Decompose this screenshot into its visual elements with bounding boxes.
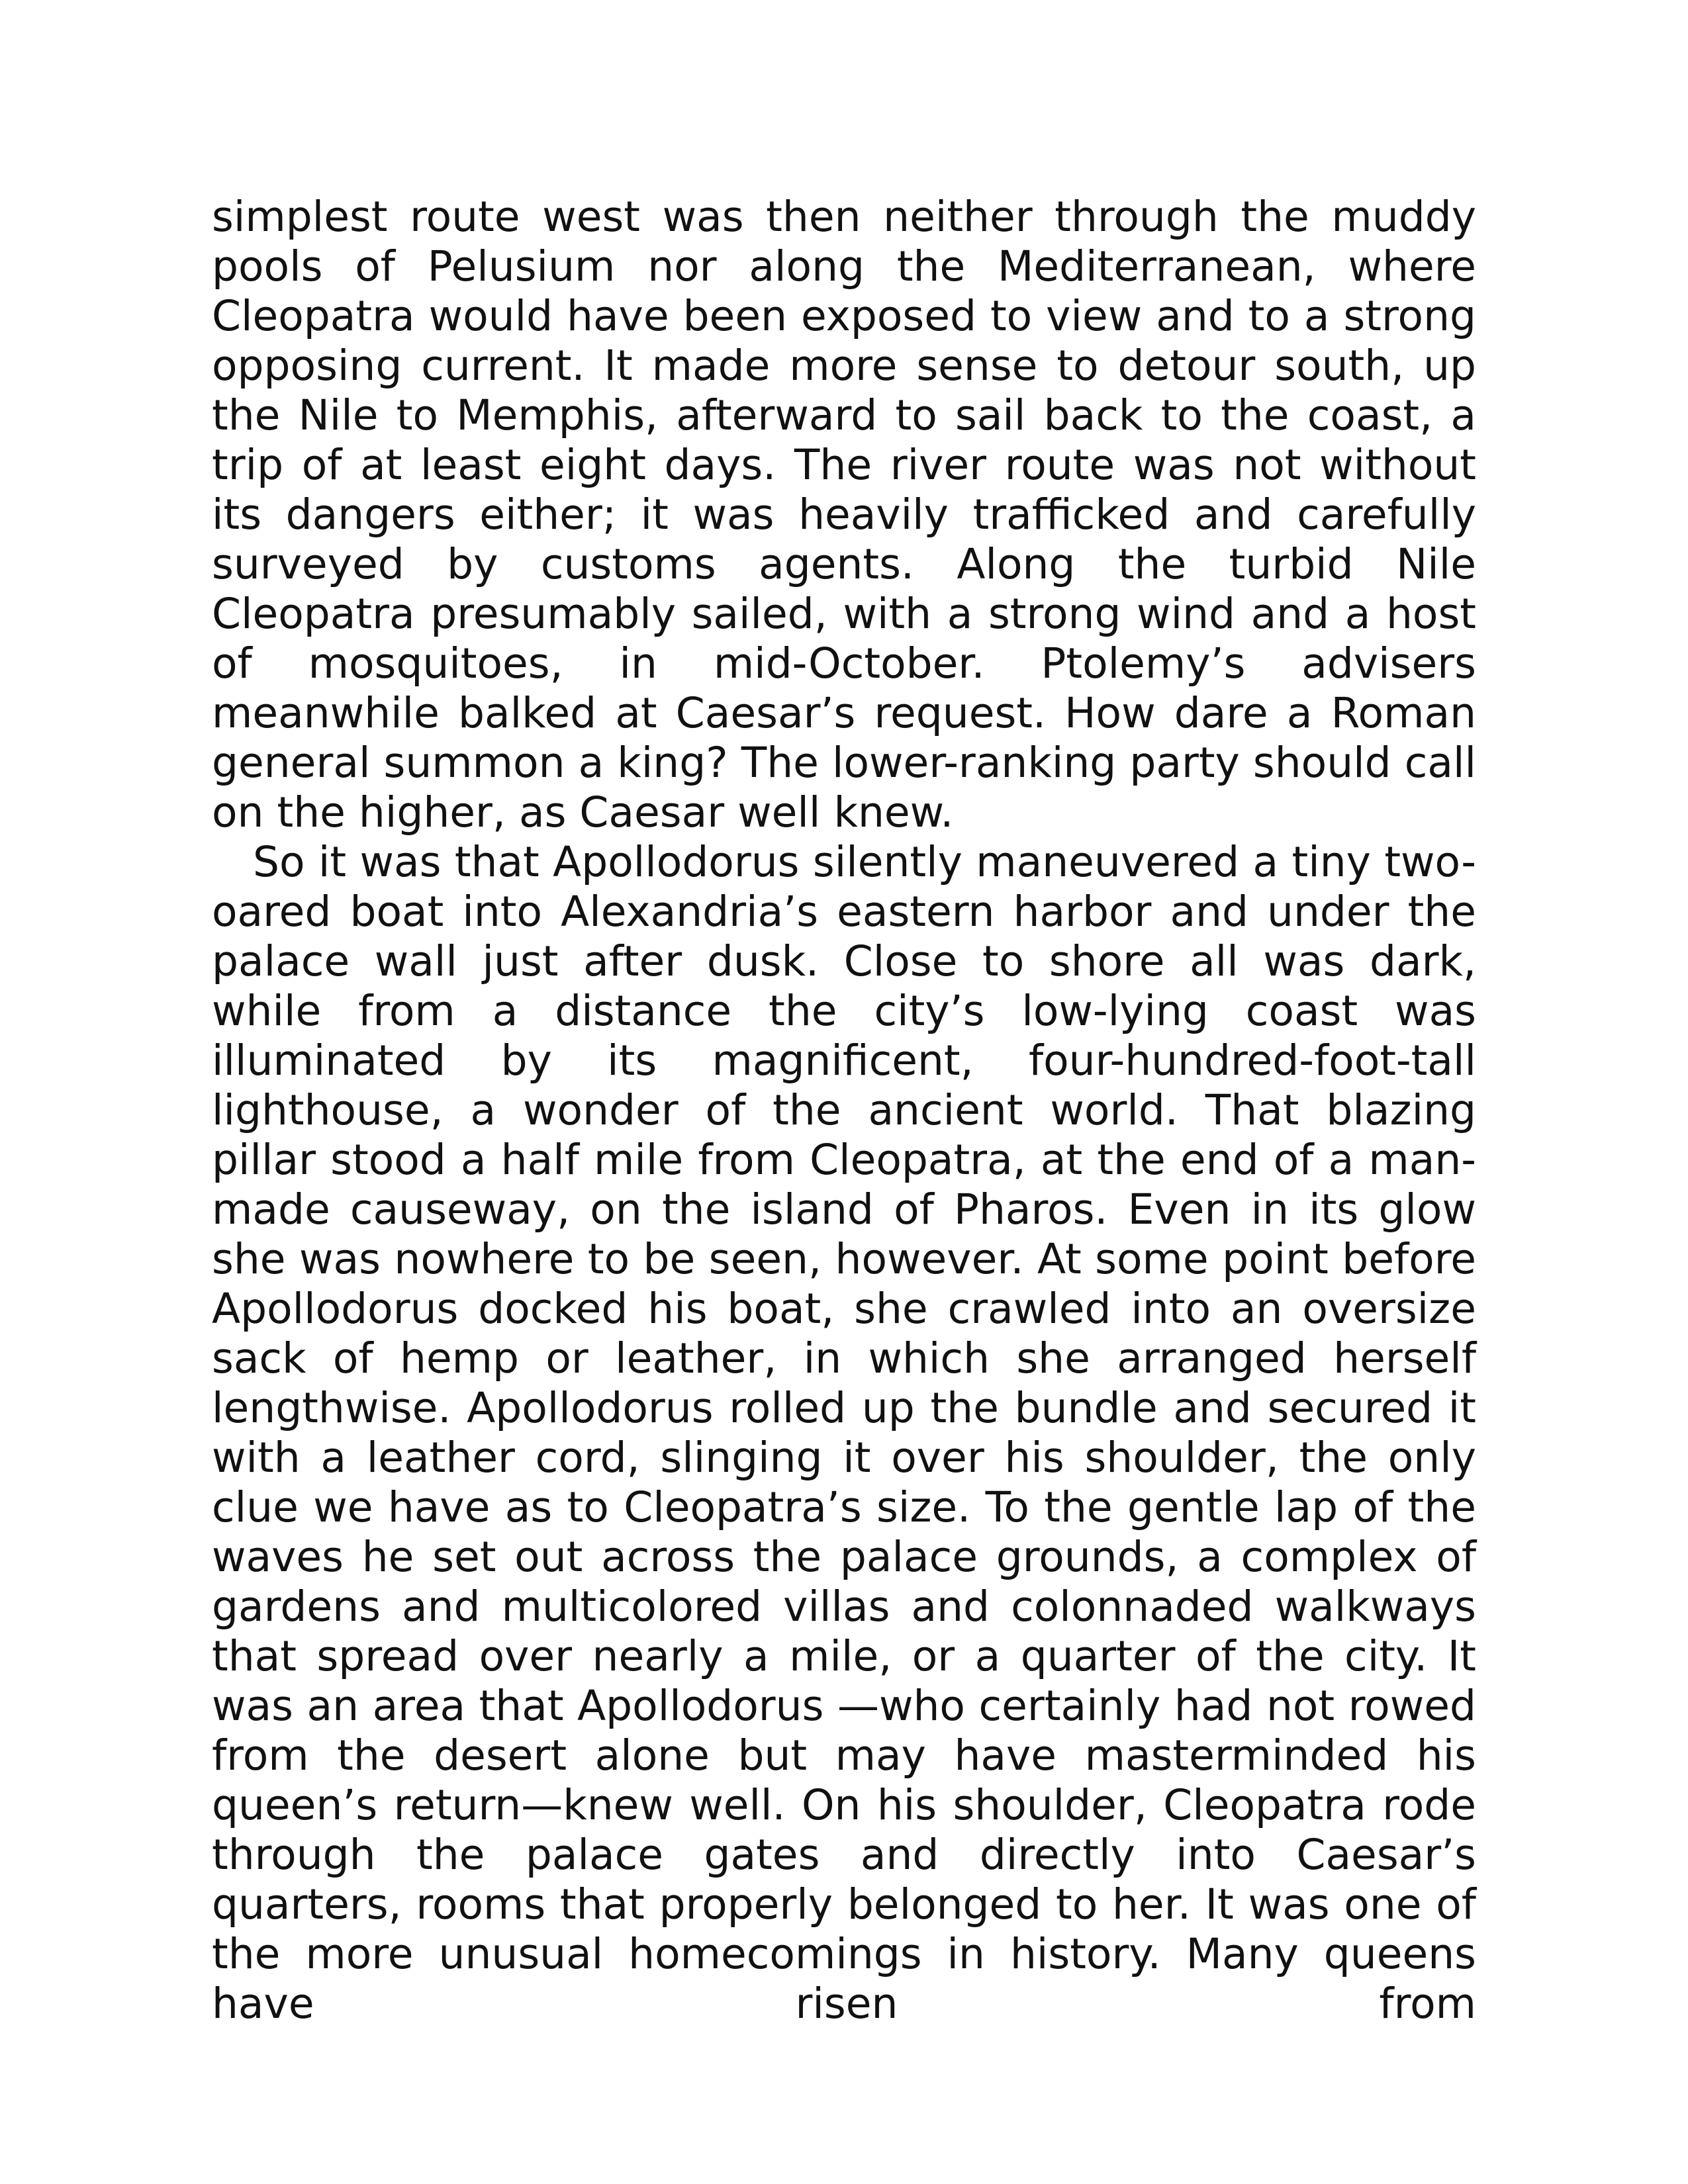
paragraph-1: simplest route west was then neither through the muddy pools of Pelusium nor along the Mediterranean, where Cleopatra would have been exposed to view and to a strong opposing current. It made more sense to detour south, up the Nile to Memphis, afterward to sail back to the coast, a trip of at least eight days. The river route was not without its dangers either; it was heavily trafficked and carefully surveyed by customs agents. Along the turbid Nile Cleopatra presumably sailed, with a strong wind and a host of mosquitoes, in mid-October. Ptolemy’s advisers meanwhile balked at Caesar’s request. How dare a Roman general summon a king? The lower-ranking party should call on the higher, as Caesar well knew.	[212, 193, 1476, 837]
paragraph-2: So it was that Apollodorus silently maneuvered a tiny two-oared boat into Alexandria’s eastern harbor and under the palace wall just after dusk. Close to shore all was dark, while from a distance the city’s low-lying coast was illuminated by its magnificent, four-hundred-foot-tall lighthouse, a wonder of the ancient world. That blazing pillar stood a half mile from Cleopatra, at the end of a man-made causeway, on the island of Pharos. Even in its glow she was nowhere to be seen, however. At some point before Apollodorus docked his boat, she crawled into an oversize sack of hemp or leather, in which she arranged herself lengthwise. Apollodorus rolled up the bundle and secured it with a leather cord, slinging it over his shoulder, the only clue we have as to Cleopatra’s size. To the gentle lap of the waves he set out across the palace grounds, a complex of gardens and multicolored villas and colonnaded walkways that spread over nearly a mile, or a quarter of the city. It was an area that Apollodorus —who certainly had not rowed from the desert alone but may have masterminded his queen’s return—knew well. On his shoulder, Cleopatra rode through the palace gates and directly into Caesar’s quarters, rooms that properly belonged to her. It was one of the more unusual homecomings in history. Many queens have risen from	[212, 838, 1476, 2028]
body-text	[212, 192, 1476, 2028]
